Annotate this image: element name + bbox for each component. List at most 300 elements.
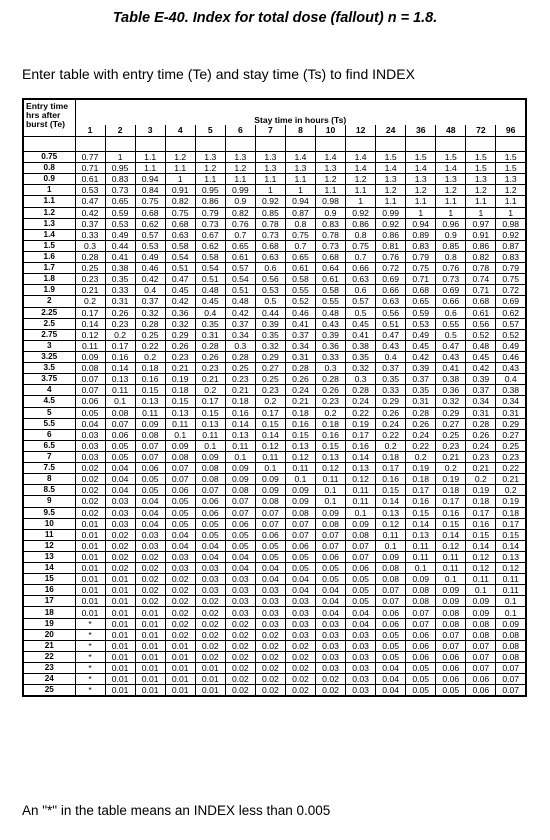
index-cell: 0.13: [165, 407, 195, 418]
index-cell: 1: [105, 152, 135, 163]
index-cell: 0.75: [346, 240, 376, 251]
table-row: [23, 207, 526, 218]
index-cell: 0.69: [436, 285, 466, 296]
index-cell: 0.05: [165, 507, 195, 518]
index-cell: 0.02: [105, 529, 135, 540]
index-cell: 0.06: [285, 540, 315, 551]
table-row: [23, 385, 526, 396]
entry-time-cell: 0.8: [23, 163, 75, 174]
index-cell: 0.92: [255, 196, 285, 207]
index-cell: 0.05: [316, 574, 346, 585]
index-cell: 0.02: [195, 618, 225, 629]
table-row: [23, 496, 526, 507]
index-cell: 0.02: [255, 685, 285, 697]
index-cell: 0.12: [75, 329, 105, 340]
index-cell: 0.12: [346, 474, 376, 485]
index-cell: 0.12: [466, 551, 496, 562]
index-cell: 0.04: [225, 551, 255, 562]
index-cell: 0.36: [165, 307, 195, 318]
index-cell: 0.03: [75, 429, 105, 440]
index-cell: 0.06: [436, 651, 466, 662]
table-row: [23, 285, 526, 296]
index-cell: 0.01: [135, 674, 165, 685]
index-cell: 0.07: [105, 418, 135, 429]
index-cell: 0.05: [195, 518, 225, 529]
index-cell: 0.02: [255, 640, 285, 651]
index-cell: 0.03: [195, 585, 225, 596]
index-cell: 1.3: [376, 174, 406, 185]
index-cell: 0.01: [105, 640, 135, 651]
entry-time-cell: 23: [23, 663, 75, 674]
index-cell: 0.45: [195, 296, 225, 307]
entry-time-cell: 16: [23, 585, 75, 596]
index-cell: 0.01: [105, 618, 135, 629]
index-cell: 0.28: [225, 351, 255, 362]
table-row: [23, 451, 526, 462]
index-cell: 0.38: [105, 263, 135, 274]
stay-time-col-header: 72: [466, 125, 496, 137]
entry-time-cell: 17: [23, 596, 75, 607]
index-cell: 0.07: [406, 607, 436, 618]
index-cell: 0.21: [436, 451, 466, 462]
entry-time-cell: 1.5: [23, 240, 75, 251]
index-cell: 0.01: [75, 518, 105, 529]
index-cell: 0.07: [255, 518, 285, 529]
index-cell: 0.01: [105, 574, 135, 585]
index-cell: 0.07: [496, 663, 526, 674]
index-cell: 0.58: [165, 240, 195, 251]
table-row: [23, 296, 526, 307]
index-cell: 0.44: [105, 240, 135, 251]
index-cell: 0.17: [376, 463, 406, 474]
index-cell: 0.28: [135, 318, 165, 329]
index-cell: 0.55: [285, 285, 315, 296]
index-cell: 0.23: [255, 385, 285, 396]
index-cell: 0.07: [316, 529, 346, 540]
index-cell: 0.19: [406, 463, 436, 474]
index-cell: 0.03: [285, 596, 315, 607]
index-cell: 0.07: [135, 451, 165, 462]
gap-cell: [316, 137, 346, 152]
index-cell: 0.03: [165, 563, 195, 574]
index-cell: 0.17: [406, 485, 436, 496]
index-cell: 0.36: [436, 385, 466, 396]
table-row: [23, 418, 526, 429]
index-cell: 0.52: [466, 329, 496, 340]
index-cell: 0.01: [105, 607, 135, 618]
entry-time-cell: 4: [23, 385, 75, 396]
index-cell: 0.2: [316, 407, 346, 418]
index-cell: 0.11: [346, 485, 376, 496]
index-cell: 0.14: [346, 451, 376, 462]
index-cell: 1.5: [466, 163, 496, 174]
index-cell: 0.21: [496, 474, 526, 485]
index-cell: 0.76: [376, 251, 406, 262]
index-cell: 0.28: [285, 363, 315, 374]
index-cell: 0.03: [316, 629, 346, 640]
index-cell: 0.33: [105, 285, 135, 296]
index-cell: 0.07: [75, 385, 105, 396]
index-cell: 0.07: [466, 663, 496, 674]
index-cell: 0.48: [225, 296, 255, 307]
index-cell: 0.03: [225, 574, 255, 585]
index-cell: 0.27: [496, 429, 526, 440]
index-cell: 0.52: [285, 296, 315, 307]
index-cell: 0.01: [75, 540, 105, 551]
index-cell: 0.31: [496, 407, 526, 418]
index-cell: 0.16: [105, 351, 135, 362]
index-cell: 0.07: [436, 640, 466, 651]
index-cell: 0.07: [406, 618, 436, 629]
index-cell: 0.01: [165, 663, 195, 674]
stay-time-col-header: 10: [316, 125, 346, 137]
index-cell: 0.28: [75, 251, 105, 262]
index-cell: 0.68: [316, 251, 346, 262]
table-row: [23, 351, 526, 362]
index-cell: 0.46: [135, 263, 165, 274]
index-cell: 1.3: [406, 174, 436, 185]
gap-cell: [466, 137, 496, 152]
index-cell: 1.3: [255, 163, 285, 174]
gap-cell: [436, 137, 466, 152]
index-cell: 0.14: [406, 518, 436, 529]
table-row: [23, 529, 526, 540]
index-cell: 0.42: [165, 296, 195, 307]
index-cell: 0.45: [406, 340, 436, 351]
index-cell: 0.18: [135, 363, 165, 374]
index-cell: 0.87: [285, 207, 315, 218]
stay-time-col-header: 2: [105, 125, 135, 137]
index-cell: 0.13: [406, 529, 436, 540]
index-cell: 0.02: [285, 685, 315, 697]
index-cell: 0.03: [75, 440, 105, 451]
index-cell: 1.4: [346, 163, 376, 174]
index-cell: 0.07: [225, 507, 255, 518]
table-row: [23, 629, 526, 640]
index-cell: 0.16: [466, 518, 496, 529]
table-row: [23, 263, 526, 274]
index-cell: 0.11: [105, 385, 135, 396]
table-row: [23, 440, 526, 451]
index-cell: 1.3: [285, 163, 315, 174]
index-cell: 0.56: [376, 307, 406, 318]
index-cell: 0.11: [285, 463, 315, 474]
index-cell: 0.06: [225, 518, 255, 529]
table-row: [23, 674, 526, 685]
stay-time-col-header: 6: [225, 125, 255, 137]
footnote: An "*" in the table means an INDEX less than 0.005: [22, 803, 331, 818]
index-cell: 0.09: [376, 551, 406, 562]
index-cell: *: [75, 629, 105, 640]
index-cell: 0.86: [195, 196, 225, 207]
index-cell: 0.01: [135, 651, 165, 662]
index-cell: 0.03: [225, 607, 255, 618]
index-cell: 0.06: [436, 674, 466, 685]
index-cell: 0.14: [436, 529, 466, 540]
index-cell: 0.04: [346, 618, 376, 629]
index-cell: 1.4: [376, 163, 406, 174]
index-cell: 0.28: [406, 407, 436, 418]
index-cell: 0.48: [316, 307, 346, 318]
index-cell: 0.43: [496, 363, 526, 374]
table-row: [23, 185, 526, 196]
entry-time-cell: 1: [23, 185, 75, 196]
index-cell: 0.1: [255, 463, 285, 474]
gap-cell: [255, 137, 285, 152]
index-cell: 0.65: [225, 240, 255, 251]
index-cell: 0.8: [436, 251, 466, 262]
entry-time-cell: 24: [23, 674, 75, 685]
index-cell: 0.47: [165, 274, 195, 285]
index-cell: 0.21: [285, 396, 315, 407]
index-cell: 0.09: [466, 596, 496, 607]
index-cell: 0.26: [195, 351, 225, 362]
index-cell: 0.18: [436, 485, 466, 496]
index-cell: 1: [165, 174, 195, 185]
index-cell: 0.41: [346, 329, 376, 340]
index-cell: 0.05: [255, 540, 285, 551]
index-cell: 0.09: [165, 440, 195, 451]
index-cell: 0.15: [406, 507, 436, 518]
index-cell: 1.3: [466, 174, 496, 185]
index-cell: 0.67: [195, 229, 225, 240]
index-cell: 0.01: [105, 674, 135, 685]
index-cell: 0.11: [316, 474, 346, 485]
index-cell: 0.02: [105, 563, 135, 574]
index-cell: 0.2: [195, 385, 225, 396]
index-cell: 0.91: [165, 185, 195, 196]
index-cell: 0.05: [406, 663, 436, 674]
index-cell: 0.39: [406, 363, 436, 374]
index-cell: 0.15: [165, 396, 195, 407]
index-cell: 0.69: [376, 274, 406, 285]
index-cell: 0.06: [466, 674, 496, 685]
index-cell: *: [75, 685, 105, 697]
index-cell: 0.22: [135, 340, 165, 351]
index-cell: 0.12: [436, 540, 466, 551]
index-cell: 0.01: [135, 640, 165, 651]
index-cell: 0.37: [406, 374, 436, 385]
index-cell: 1.2: [406, 185, 436, 196]
index-cell: 0.19: [346, 418, 376, 429]
index-cell: 0.9: [316, 207, 346, 218]
gap-cell: [406, 137, 436, 152]
index-cell: 0.01: [135, 607, 165, 618]
index-cell: 0.94: [135, 174, 165, 185]
index-cell: 0.07: [195, 485, 225, 496]
index-cell: 0.39: [255, 318, 285, 329]
entry-time-header-line-1: Entry time: [26, 101, 69, 111]
index-cell: 0.1: [105, 396, 135, 407]
header-row-stay-label: [23, 99, 526, 125]
index-cell: 0.15: [466, 529, 496, 540]
header-gap-row: [23, 137, 526, 152]
index-cell: 0.37: [225, 318, 255, 329]
index-cell: 0.99: [225, 185, 255, 196]
index-cell: 0.29: [436, 407, 466, 418]
index-cell: 0.86: [346, 218, 376, 229]
index-cell: 0.1: [165, 429, 195, 440]
index-cell: 0.02: [285, 640, 315, 651]
table-row: [23, 374, 526, 385]
index-cell: 0.66: [436, 296, 466, 307]
index-cell: 0.15: [436, 518, 466, 529]
index-cell: 0.08: [135, 429, 165, 440]
gap-cell: [105, 137, 135, 152]
index-cell: 0.1: [406, 563, 436, 574]
index-cell: 0.84: [135, 185, 165, 196]
index-cell: 0.06: [316, 551, 346, 562]
entry-time-cell: 4.5: [23, 396, 75, 407]
index-cell: 0.06: [75, 396, 105, 407]
index-cell: 0.06: [165, 485, 195, 496]
index-cell: 0.78: [316, 229, 346, 240]
index-cell: *: [75, 651, 105, 662]
index-cell: 0.3: [225, 340, 255, 351]
index-cell: 0.68: [466, 296, 496, 307]
stay-time-col-header: 8: [285, 125, 315, 137]
index-cell: 0.03: [285, 618, 315, 629]
index-cell: 0.39: [466, 374, 496, 385]
index-cell: 1: [346, 196, 376, 207]
index-cell: 0.37: [285, 329, 315, 340]
index-cell: 1.1: [165, 163, 195, 174]
index-cell: 0.04: [225, 563, 255, 574]
index-cell: 0.48: [466, 340, 496, 351]
index-cell: 0.6: [436, 307, 466, 318]
index-cell: 0.03: [105, 496, 135, 507]
table-row: [23, 218, 526, 229]
index-cell: 0.47: [436, 340, 466, 351]
stay-time-col-header: 5: [195, 125, 225, 137]
index-cell: 0.07: [436, 629, 466, 640]
index-cell: 0.03: [135, 540, 165, 551]
index-cell: 0.59: [406, 307, 436, 318]
index-cell: 0.16: [225, 407, 255, 418]
index-cell: 0.55: [436, 318, 466, 329]
index-cell: 0.21: [466, 463, 496, 474]
index-cell: 0.16: [135, 374, 165, 385]
index-cell: 1: [466, 207, 496, 218]
index-cell: 0.06: [406, 651, 436, 662]
index-cell: 0.1: [496, 607, 526, 618]
index-cell: 0.51: [225, 285, 255, 296]
index-cell: 0.39: [316, 329, 346, 340]
index-cell: 0.32: [255, 340, 285, 351]
index-cell: 0.32: [165, 318, 195, 329]
table-title: Table E-40. Index for total dose (fallout) n = 1.8.: [112, 10, 438, 26]
index-cell: 0.15: [255, 418, 285, 429]
index-cell: 0.42: [406, 351, 436, 362]
index-cell: 0.02: [75, 463, 105, 474]
index-cell: 0.57: [496, 318, 526, 329]
index-cell: 0.41: [436, 363, 466, 374]
index-cell: 0.05: [135, 485, 165, 496]
index-cell: 0.11: [466, 574, 496, 585]
table-row: [23, 251, 526, 262]
index-cell: 1.1: [316, 185, 346, 196]
index-cell: 0.01: [105, 585, 135, 596]
index-cell: 0.08: [255, 496, 285, 507]
index-cell: 1.5: [436, 152, 466, 163]
header-row-stay-times: [23, 125, 526, 137]
index-cell: 0.05: [225, 529, 255, 540]
index-cell: 0.09: [225, 463, 255, 474]
index-cell: 0.25: [496, 440, 526, 451]
index-cell: 0.03: [346, 640, 376, 651]
index-cell: 0.01: [75, 574, 105, 585]
index-cell: 0.02: [165, 618, 195, 629]
entry-time-cell: 3.25: [23, 351, 75, 362]
index-cell: 1.4: [406, 163, 436, 174]
index-cell: 0.08: [376, 563, 406, 574]
stay-time-col-header: 36: [406, 125, 436, 137]
index-cell: 0.14: [496, 540, 526, 551]
index-cell: 1.1: [135, 163, 165, 174]
index-cell: 0.42: [135, 274, 165, 285]
index-cell: 0.61: [316, 274, 346, 285]
index-cell: 0.02: [75, 496, 105, 507]
index-cell: 0.69: [496, 296, 526, 307]
index-cell: 0.17: [496, 518, 526, 529]
index-cell: 0.13: [285, 440, 315, 451]
index-cell: 0.2: [436, 463, 466, 474]
index-cell: 0.02: [165, 607, 195, 618]
index-cell: 0.06: [346, 563, 376, 574]
index-cell: 0.24: [285, 385, 315, 396]
index-cell: 0.04: [135, 496, 165, 507]
index-cell: 0.11: [135, 407, 165, 418]
index-cell: 1.2: [195, 163, 225, 174]
index-cell: 0.11: [75, 340, 105, 351]
index-cell: 0.9: [225, 196, 255, 207]
entry-time-cell: 25: [23, 685, 75, 697]
index-cell: 0.57: [135, 229, 165, 240]
index-cell: 0.03: [105, 507, 135, 518]
index-cell: 0.8: [346, 229, 376, 240]
index-cell: 1.1: [285, 174, 315, 185]
index-cell: 0.65: [105, 196, 135, 207]
index-cell: 1.2: [225, 163, 255, 174]
entry-time-cell: 8: [23, 474, 75, 485]
index-cell: 1.5: [466, 152, 496, 163]
index-cell: 0.03: [135, 529, 165, 540]
index-cell: 1: [436, 207, 466, 218]
index-cell: 0.33: [316, 351, 346, 362]
index-cell: 0.05: [105, 440, 135, 451]
index-cell: 0.05: [105, 451, 135, 462]
index-cell: 0.35: [376, 374, 406, 385]
index-cell: 0.94: [406, 218, 436, 229]
entry-time-cell: 12: [23, 540, 75, 551]
index-cell: 0.05: [75, 407, 105, 418]
index-cell: 0.04: [105, 474, 135, 485]
index-cell: 0.65: [285, 251, 315, 262]
index-cell: 0.29: [496, 418, 526, 429]
index-cell: 0.35: [406, 385, 436, 396]
index-cell: 0.01: [105, 629, 135, 640]
entry-time-cell: 13: [23, 551, 75, 562]
index-cell: 0.04: [285, 585, 315, 596]
gap-cell: [195, 137, 225, 152]
index-cell: 0.17: [466, 507, 496, 518]
index-cell: 0.76: [436, 263, 466, 274]
index-cell: 0.68: [406, 285, 436, 296]
index-cell: 0.5: [436, 329, 466, 340]
index-cell: 0.31: [285, 351, 315, 362]
index-cell: 0.02: [105, 540, 135, 551]
index-cell: 0.1: [285, 474, 315, 485]
